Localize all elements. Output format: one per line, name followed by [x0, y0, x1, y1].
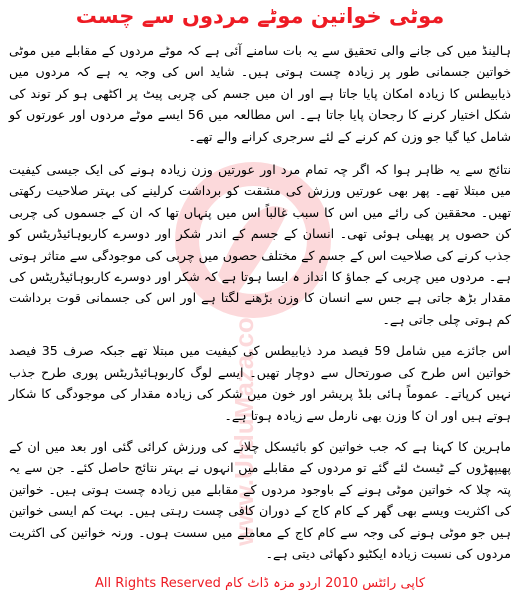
watermark-text: www.UrduMaza.com — [229, 294, 259, 546]
article-paragraph: اس جائزے میں شامل 59 فیصد مرد ذیابیطس کی کیفیت میں مبتلا تھے جبکہ صرف 35 فیصد خواتین اس طرح کی صورتحال سے دوچار تھیں۔ ایسے لوگ کاربوہائیڈریٹس پوری طرح جذب نہیں کرپاتے۔ عموماً ہائی بلڈ پریشر اور خون میں شکر کی زیادہ مقدار کی موجودگی کا شکار ہوتے ہیں اور ان کا وزن بھی نارمل سے زیادہ ہوتا ہے۔ — [9, 343, 511, 423]
copyright-urdu: کاپی رائٹس 2010 اردو مزہ ڈاٹ کام — [225, 576, 426, 591]
article-paragraph: نتائج سے یہ ظاہر ہوا کہ اگر چہ تمام مرد اور عورتیں وزن زیادہ ہونے کی ایک جیسی کیفیت میں مبتلا تھے۔ پھر بھی عورتیں ورزش کی مشقت کو برداشت کرلینے کی بہتر صلاحیت رکھتی تھیں۔ محققین کی رائے میں اس کا سبب غالباً اس میں پنہاں تھا کہ ان کے جسموں کی چربی کن حصوں پر پھیلی ہوئی تھی۔ انسان کے جسم کے اندر شکر اور دوسرے کاربوہائیڈریٹس کو جذب کرنے کی صلاحیت اس کے جسم کے مختلف حصوں میں چربی کی موجودگی سے متاثر ہوتی ہے۔ مردوں میں چربی کے جماؤ کا انداز ہ ایسا ہوتا ہے کہ شکر اور دوسرے کاربوہائیڈریٹس کی مقدار بڑھ جاتی ہے جس سے انسان کا وزن بڑھنے لگتا ہے اور اس کی جسمانی قوت برداشت کم ہوتی چلی جاتی ہے۔ — [9, 162, 511, 327]
copyright-footer — [0, 576, 520, 591]
article-body — [9, 40, 511, 574]
article-title: موٹی خواتین موٹے مردوں سے چست — [75, 4, 445, 28]
article-paragraph: ماہرین کا کہنا ہے کہ جب خواتین کو بائیسکل چلانے کی ورزش کرائی گئی اور بعد میں ان کے پھیپھڑوں کے ٹیسٹ لئے گئے تو مردوں کے مقابلے میں انہوں نے بہتر نتائج حاصل کئے۔ جن سے یہ پتہ چلا کہ خواتین موٹی ہونے کے باوجود مردوں کے مقابلے میں زیادہ چست ہوتی ہیں۔ خواتین کی اکثریت ویسے بھی گھر کے کام کاج کے دوران کافی چست رہتی ہیں۔ بہت کم ایسی خواتین ہیں جو موٹی ہونے کی وجہ سے کام کاج کے معاملے میں سست ہوں۔ ورنہ خواتین کی اکثریت مردوں کی نسبت زیادہ ایکٹیو دکھائی دیتی ہے۔ — [9, 438, 511, 561]
article-paragraph: ہالینڈ میں کی جانے والی تحقیق سے یہ بات سامنے آئی ہے کہ موٹے مردوں کے مقابلے میں موٹی خواتین جسمانی طور پر زیادہ چست ہوتی ہیں۔ شاید اس کی وجہ یہ ہے کہ مردوں میں ذیابیطس کا زیادہ امکان پایا جاتا ہے اور ان میں جسم کی چربی پیٹ پر اکٹھی ہو کر توند کی شکل اختیار کرنے کا رجحان پایا جاتا ہے۔ اس مطالعہ میں 56 ایسے موٹے مردوں اور عورتوں کو شامل کیا گیا جو وزن کم کرنے کے لئے سرجری کرانے والے تھے۔ — [9, 43, 511, 144]
copyright-prefix: All Rights Reserved — [94, 576, 221, 591]
